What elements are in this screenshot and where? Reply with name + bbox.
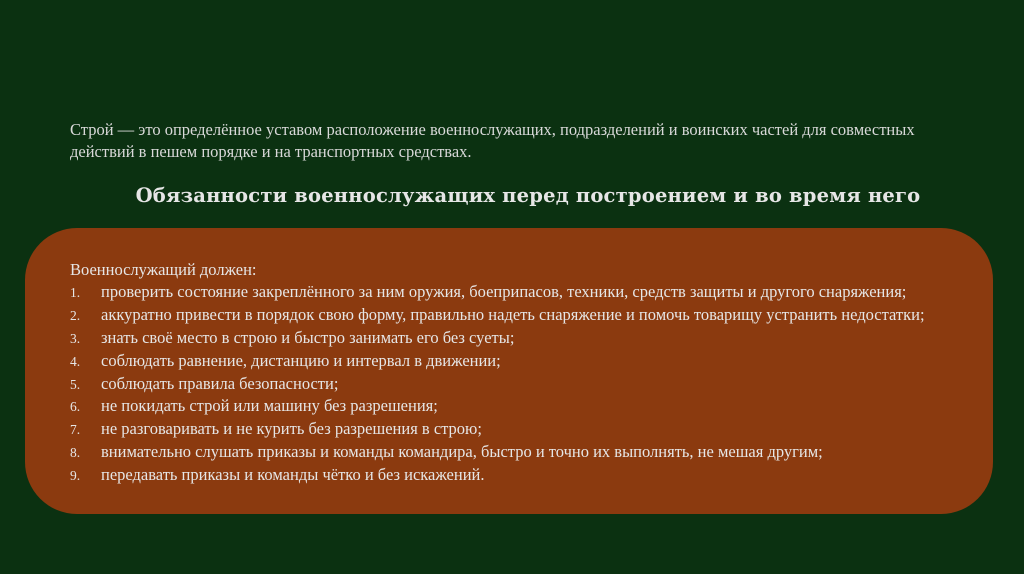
duties-content <box>70 259 1024 487</box>
list-item-text: аккуратно привести в порядок свою форму, правильно надеть снаряжение и помочь товарищу устранить недостатки; <box>101 304 925 324</box>
list-item <box>70 395 1024 418</box>
list-item-number: 2. <box>70 307 81 323</box>
list-item-number: 1. <box>70 284 81 300</box>
list-item-number: 5. <box>70 376 81 392</box>
list-item-text: соблюдать равнение, дистанцию и интервал в движении; <box>101 350 501 370</box>
list-item <box>70 304 1024 327</box>
duties-list <box>70 281 1024 487</box>
intro-line-1: Строй — это определённое уставом расположение военнослужащих, подразделений и воинских частей для совместных <box>70 120 915 139</box>
list-item-text: проверить состояние закреплённого за ним оружия, боеприпасов, техники, средств защиты и другого снаряжения; <box>101 281 907 301</box>
list-item <box>70 418 1024 441</box>
list-item <box>70 464 1024 487</box>
list-item-text: знать своё место в строю и быстро занимать его без суеты; <box>101 327 515 347</box>
list-item-text: передавать приказы и команды чётко и без искажений. <box>101 465 485 485</box>
list-item-number: 4. <box>70 353 81 369</box>
intro-paragraph <box>70 119 1024 163</box>
intro-line-2: действий в пешем порядке и на транспортных средствах. <box>70 142 472 161</box>
list-item-number: 3. <box>70 330 81 346</box>
list-item <box>70 350 1024 373</box>
list-item <box>70 281 1024 304</box>
list-item-text: не разговаривать и не курить без разрешения в строю; <box>101 419 482 439</box>
list-item-number: 6. <box>70 399 81 415</box>
list-item <box>70 327 1024 350</box>
list-item-number: 9. <box>70 468 81 484</box>
list-item-number: 8. <box>70 445 81 461</box>
list-item-text: соблюдать правила безопасности; <box>101 373 339 393</box>
list-item <box>70 441 1024 464</box>
duties-lead: Военнослужащий должен: <box>70 260 257 279</box>
list-item-number: 7. <box>70 422 81 438</box>
list-item-text: внимательно слушать приказы и команды командира, быстро и точно их выполнять, не мешая другим; <box>101 442 823 462</box>
list-item-text: не покидать строй или машину без разрешения; <box>101 396 438 416</box>
list-item <box>70 373 1024 396</box>
section-heading: Обязанности военнослужащих перед построением и во время него <box>135 184 921 207</box>
